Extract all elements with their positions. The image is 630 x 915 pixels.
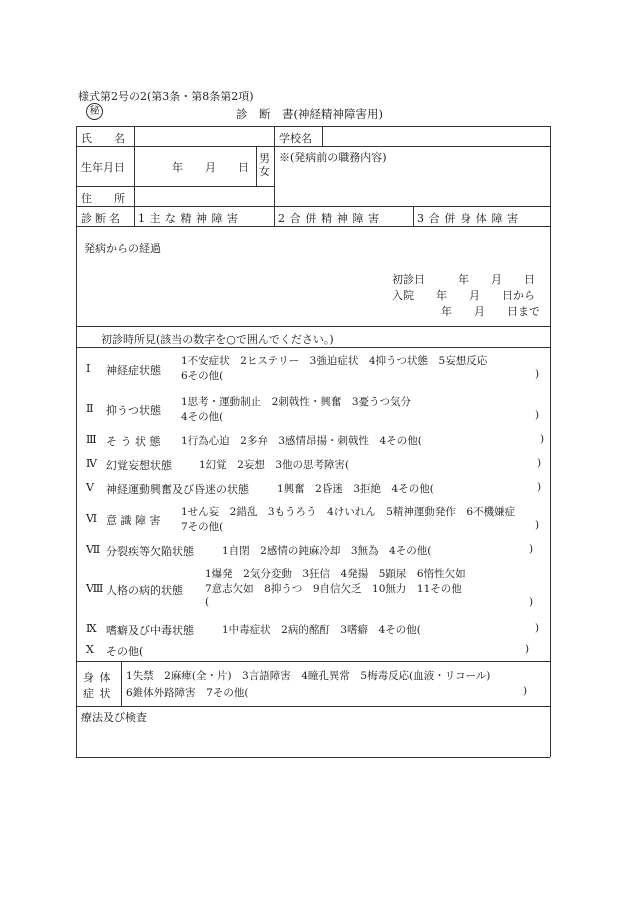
comorbid-physical-label: 3 合 併 身 体 障 害: [417, 212, 519, 225]
finding-name: 神経症状態: [106, 364, 161, 377]
close-paren: ): [535, 622, 540, 634]
admission-date: 入院 年 月 日から: [392, 289, 535, 302]
birthdate-label: 生年月日: [81, 161, 125, 174]
finding-num: Ⅹ: [86, 643, 94, 656]
main-disorder-label: 1 主 な 精 神 障 害: [138, 212, 239, 225]
finding-name: 抑うつ状態: [106, 404, 161, 417]
finding-options[interactable]: 1幻覚 2妄想 3他の思考障害(: [199, 459, 350, 471]
finding-num: Ⅵ: [86, 512, 98, 525]
finding-num: Ⅲ: [86, 433, 97, 446]
physical-options-line1[interactable]: 1失禁 2麻痺(全・片) 3言語障害 4瞳孔異常 5梅毒反応(血液・リコール): [126, 670, 491, 682]
prior-duties-label: ※(発病前の職務内容): [279, 151, 387, 164]
finding-options[interactable]: 1爆発 2気分変動 3狂信 4発揚 5顕尿 6惰性欠如: [205, 568, 466, 580]
finding-num: Ⅴ: [86, 481, 94, 494]
close-paren: ): [523, 685, 528, 697]
close-paren: ): [535, 519, 540, 531]
finding-options[interactable]: 7意志欠如 8抑うつ 9自信欠乏 10無力 11その他: [205, 583, 462, 595]
finding-name: 分裂疾等欠陥状態: [106, 545, 194, 558]
finding-options[interactable]: 1自閉 2感情の鈍麻冷却 3無為 4その他(: [222, 545, 432, 557]
address-field[interactable]: [136, 188, 272, 204]
name-label: 氏 名: [81, 132, 125, 145]
finding-num: Ⅷ: [86, 582, 104, 595]
address-label: 住 所: [81, 192, 125, 205]
discharge-date: 年 月 日まで: [441, 305, 540, 318]
finding-num: Ⅳ: [86, 457, 97, 470]
close-paren: ): [535, 409, 540, 421]
close-paren: ): [529, 596, 534, 608]
finding-options[interactable]: (: [205, 596, 210, 608]
physical-options-line2[interactable]: 6錐体外路障害 7その他(: [126, 687, 249, 699]
finding-num: Ⅶ: [86, 543, 101, 556]
finding-name: 人格の病的状態: [106, 584, 183, 597]
close-paren: ): [535, 368, 540, 380]
birthdate-field[interactable]: 年 月 日: [172, 161, 249, 174]
finding-options[interactable]: 1中毒症状 2病的酩酊 3嗜癖 4その他(: [222, 624, 421, 636]
finding-options[interactable]: 1興奮 2昏迷 3拒絶 4その他(: [277, 483, 434, 495]
document-title: 診 断 書(神経精神障害用): [236, 107, 383, 121]
finding-name: 神経運動興奮及び昏迷の状態: [106, 483, 249, 496]
secret-mark: 秘: [86, 103, 103, 120]
finding-name: 嗜癖及び中毒状態: [106, 624, 194, 637]
sex-female-option[interactable]: 女: [259, 165, 270, 178]
physical-label-bottom: 症 状: [83, 687, 112, 700]
close-paren: ): [529, 543, 534, 555]
finding-options[interactable]: 1思考・運動制止 2刺戟性・興奮 3憂うつ気分: [181, 396, 412, 408]
comorbid-mental-label: 2 合 併 精 神 障 害: [278, 212, 380, 225]
therapy-label: 療法及び検査: [81, 711, 147, 724]
finding-options[interactable]: 6その他(: [181, 370, 224, 382]
diagnosis-label: 診断名: [81, 212, 123, 225]
school-name-label: 学校名: [279, 132, 312, 145]
close-paren: ): [537, 457, 542, 469]
finding-num: Ⅸ: [86, 622, 97, 635]
name-field[interactable]: [136, 128, 272, 144]
close-paren: ): [525, 643, 530, 655]
first-visit-date: 初診日 年 月 日: [392, 273, 535, 286]
close-paren: ): [540, 433, 545, 445]
finding-name[interactable]: その他(: [106, 645, 144, 658]
form-number: 様式第2号の2(第3条・第8条第2項): [78, 90, 254, 103]
course-label: 発病からの経過: [84, 242, 161, 255]
sex-male-option[interactable]: 男: [259, 152, 270, 165]
finding-name: 幻覚妄想状態: [106, 459, 172, 472]
finding-options[interactable]: 1行為心迫 2多弁 3感情昂揚・刺戟性 4その他(: [181, 435, 422, 447]
close-paren: ): [537, 481, 542, 493]
finding-name: 意 識 障 害: [106, 514, 161, 527]
finding-options[interactable]: 7その他(: [181, 521, 224, 533]
findings-title: 初診時所見(該当の数字を○で囲んでください。): [101, 333, 334, 346]
finding-num: Ⅱ: [86, 402, 94, 415]
finding-name: そ う 状 態: [106, 435, 161, 448]
school-name-field[interactable]: [324, 128, 548, 144]
physical-label-top: 身 体: [83, 671, 112, 684]
finding-options[interactable]: 1不安症状 2ヒステリー 3強迫症状 4抑うつ状態 5妄想反応: [181, 355, 488, 367]
finding-num: Ⅰ: [86, 362, 91, 375]
finding-options[interactable]: 4その他(: [181, 411, 224, 423]
therapy-field[interactable]: [78, 724, 548, 754]
finding-options[interactable]: 1せん妄 2錯乱 3もうろう 4けいれん 5精神運動発作 6不機嫌症: [181, 506, 516, 518]
